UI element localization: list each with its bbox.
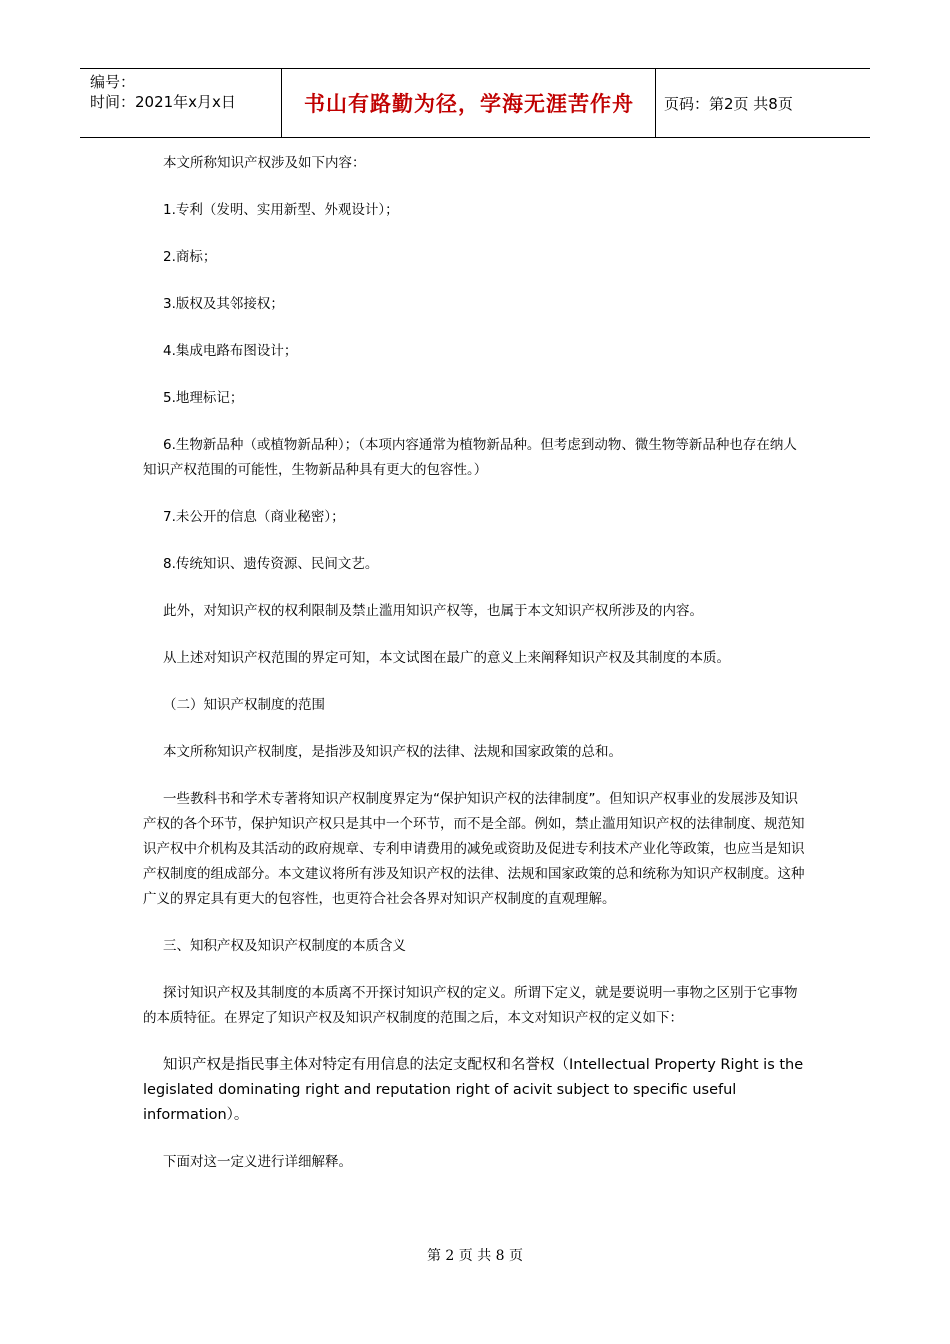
paragraph: 本文所称知识产权涉及如下内容： (163, 155, 366, 171)
definition-paragraph: 知识产权是指民事主体对特定有用信息的法定支配权和名誉权（Intellectual Property Right is the legislated dominating right and reputation right of acivit subject to specific useful information）。 (143, 1057, 804, 1123)
section-heading: （二）知识产权制度的范围 (163, 697, 325, 713)
header-motto-cell (283, 69, 656, 137)
section-heading: 三、知积产权及知识产权制度的本质含义 (163, 938, 406, 954)
header-page-label: 页码：第2页 共8页 (664, 94, 793, 113)
list-item: 2.商标； (163, 249, 217, 265)
paragraph: 一些教科书和学术专著将知识产权制度界定为“保护知识产权的法律制度”。但知识产权事业的发展涉及知识产权的各个环节，保护知识产权只是其中一个环节，而不是全部。例如，禁止滥用知识产权的法律制度、规范知识产权中介机构及其活动的政府规章、专利申请费用的减免或资助及促进专利技术产业化等政策，也应当是知识产权制度的组成部分。本文建议将所有涉及知识产权的法律、法规和国家政策的总和统称为知识产权制度。这种广义的界定具有更大的包容性，也更符合社会各界对知识产权制度的直观理解。 (143, 791, 805, 907)
paragraph: 探讨知识产权及其制度的本质离不开探讨知识产权的定义。所谓下定义，就是要说明一事物之区别于它事物的本质特征。在界定了知识产权及知识产权制度的范围之后，本文对知识产权的定义如下： (143, 985, 798, 1026)
paragraph: 本文所称知识产权制度，是指涉及知识产权的法律、法规和国家政策的总和。 (163, 744, 622, 760)
header-meta (80, 69, 282, 137)
paragraph: 下面对这一定义进行详细解释。 (163, 1154, 352, 1170)
list-item: 8.传统知识、遗传资源、民间文艺。 (163, 556, 379, 572)
motto-text: 书山有路勤为径，学海无涯苦作舟 (304, 92, 634, 116)
list-item: 3.版权及其邻接权； (163, 296, 284, 312)
code-label: 编号： (90, 73, 136, 91)
time-label: 时间：2021年x月x日 (90, 93, 236, 111)
page-footer (0, 1245, 950, 1265)
list-item: 6.生物新品种（或植物新品种）；（本项内容通常为植物新品种。但考虑到动物、微生物等新品种也存在纳人知识产权范围的可能性，生物新品种具有更大的包容性。） (143, 437, 797, 478)
header-page-cell (664, 69, 870, 137)
list-item: 5.地理标记； (163, 390, 244, 406)
paragraph: 从上述对知识产权范围的界定可知，本文试图在最广的意义上来阐释知识产权及其制度的本质。 (163, 650, 730, 666)
document-body (143, 151, 808, 1197)
list-item: 4.集成电路布图设计； (163, 343, 298, 359)
footer-page-number: 第 2 页 共 8 页 (426, 1248, 524, 1264)
page-header (80, 68, 870, 138)
list-item: 1.专利（发明、实用新型、外观设计）； (163, 202, 399, 218)
paragraph: 此外，对知识产权的权利限制及禁止滥用知识产权等，也属于本文知识产权所涉及的内容。 (163, 603, 703, 619)
list-item: 7.未公开的信息（商业秘密）； (163, 509, 345, 525)
